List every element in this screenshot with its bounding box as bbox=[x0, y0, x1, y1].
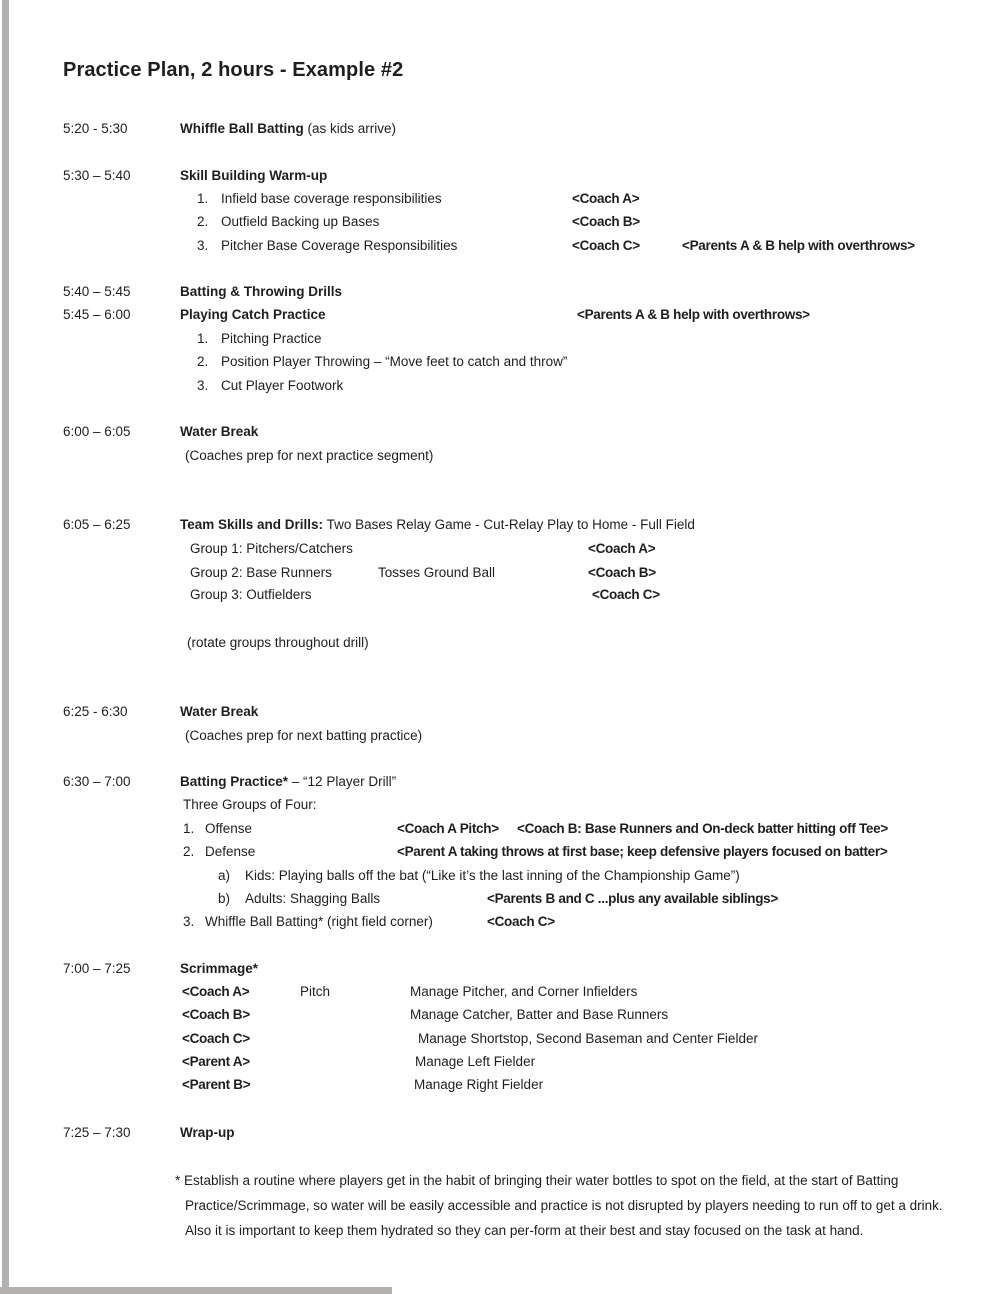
duty-description: Manage Catcher, Batter and Base Runners bbox=[410, 1007, 669, 1022]
list-item-number: 1. bbox=[183, 821, 195, 836]
list-item-text: Whiffle Ball Batting* (right field corner) bbox=[205, 914, 433, 929]
time-range: 7:00 – 7:25 bbox=[63, 961, 131, 976]
duty-description: Manage Pitcher, and Corner Infielders bbox=[410, 984, 638, 999]
activity-heading: Batting & Throwing Drills bbox=[180, 284, 342, 299]
coach-assignment-tag: <Coach A> bbox=[572, 191, 640, 206]
time-range: 6:25 - 6:30 bbox=[63, 704, 128, 719]
activity-note: (as kids arrive) bbox=[303, 121, 397, 136]
activity-heading-row bbox=[180, 120, 396, 138]
activity-note: (Coaches prep for next practice segment) bbox=[185, 448, 434, 463]
activity-heading: Team Skills and Drills: bbox=[180, 517, 324, 532]
coach-assignment-tag: <Coach A> bbox=[588, 541, 656, 556]
list-item-number: 2. bbox=[197, 214, 209, 229]
activity-intro: Three Groups of Four: bbox=[183, 797, 317, 812]
scan-edge-bottom bbox=[0, 1287, 392, 1294]
role-label: Pitch bbox=[300, 984, 331, 999]
list-item-text: Pitching Practice bbox=[221, 331, 322, 346]
list-item-text: Offense bbox=[205, 821, 253, 836]
activity-heading: Playing Catch Practice bbox=[180, 307, 326, 322]
activity-heading-suffix: Two Bases Relay Game - Cut-Relay Play to Home - Full Field bbox=[323, 517, 695, 532]
coach-assignment-tag: <Coach C> bbox=[487, 914, 555, 929]
parent-assignment-tag: <Parent A> bbox=[182, 1054, 250, 1069]
activity-heading: Whiffle Ball Batting bbox=[180, 121, 304, 136]
activity-heading-suffix: – “12 Player Drill” bbox=[288, 774, 397, 789]
coach-assignment-tag: <Coach A Pitch> bbox=[397, 821, 499, 836]
activity-heading: Skill Building Warm-up bbox=[180, 168, 328, 183]
time-range: 6:05 – 6:25 bbox=[63, 517, 131, 532]
activity-heading: Wrap-up bbox=[180, 1125, 235, 1140]
activity-heading-row bbox=[180, 773, 396, 791]
coach-assignment-tag: <Coach B: Base Runners and On-deck batter hitting off Tee> bbox=[517, 821, 888, 836]
list-item-number: 1. bbox=[197, 331, 209, 346]
coach-assignment-tag: <Coach C> bbox=[592, 587, 660, 602]
list-item-text: Cut Player Footwork bbox=[221, 378, 344, 393]
parent-assignment-tag: <Parent B> bbox=[182, 1077, 251, 1092]
list-item-text: Defense bbox=[205, 844, 256, 859]
time-range: 6:30 – 7:00 bbox=[63, 774, 131, 789]
duty-description: Manage Shortstop, Second Baseman and Center Fielder bbox=[418, 1031, 758, 1046]
time-range: 6:00 – 6:05 bbox=[63, 424, 131, 439]
list-item-text: Pitcher Base Coverage Responsibilities bbox=[221, 238, 458, 253]
list-item-text: Infield base coverage responsibilities bbox=[221, 191, 442, 206]
coach-assignment-tag: <Coach B> bbox=[588, 565, 656, 580]
activity-note: (rotate groups throughout drill) bbox=[187, 635, 369, 650]
activity-heading-row bbox=[180, 516, 695, 534]
time-range: 5:45 – 6:00 bbox=[63, 307, 131, 322]
coach-assignment-tag: <Coach C> bbox=[182, 1031, 250, 1046]
duty-description: Manage Right Fielder bbox=[414, 1077, 544, 1092]
group-label: Group 3: Outfielders bbox=[190, 587, 312, 602]
group-detail: Tosses Ground Ball bbox=[378, 565, 496, 580]
list-item-text: Outfield Backing up Bases bbox=[221, 214, 380, 229]
time-range: 5:40 – 5:45 bbox=[63, 284, 131, 299]
list-item-number: b) bbox=[218, 891, 231, 906]
scan-edge-left bbox=[2, 0, 9, 1294]
list-item-number: 3. bbox=[197, 238, 209, 253]
activity-note: (Coaches prep for next batting practice) bbox=[185, 728, 423, 743]
coach-assignment-tag: <Coach B> bbox=[182, 1007, 250, 1022]
footnote-text: * Establish a routine where players get in the habit of bringing their water bottles to spot on the field, at the start of Batting Practice/Scrimmage, so water will be easily accessible and practice is not disrupted by players needing to run off to get a drink. Also it is important to keep them hydrated so they can per-form at their best and stay focused on the task at hand. bbox=[175, 1173, 943, 1238]
activity-heading: Batting Practice* bbox=[180, 774, 289, 789]
parent-assignment-tag: <Parents A & B help with overthrows> bbox=[577, 307, 810, 322]
list-item-number: 1. bbox=[197, 191, 209, 206]
parent-assignment-tag: <Parents B and C ...plus any available siblings> bbox=[487, 891, 778, 906]
list-item-text: Adults: Shagging Balls bbox=[245, 891, 381, 906]
duty-description: Manage Left Fielder bbox=[415, 1054, 536, 1069]
page-title: Practice Plan, 2 hours - Example #2 bbox=[63, 59, 404, 81]
parent-assignment-tag: <Parent A taking throws at first base; keep defensive players focused on batter> bbox=[397, 844, 888, 859]
coach-assignment-tag: <Coach C> bbox=[572, 238, 640, 253]
coach-assignment-tag: <Coach B> bbox=[572, 214, 640, 229]
list-item-number: a) bbox=[218, 868, 231, 883]
coach-assignment-tag: <Coach A> bbox=[182, 984, 250, 999]
activity-heading: Water Break bbox=[180, 424, 259, 439]
time-range: 7:25 – 7:30 bbox=[63, 1125, 131, 1140]
list-item-number: 2. bbox=[183, 844, 195, 859]
list-item-number: 3. bbox=[197, 378, 209, 393]
list-item-text: Position Player Throwing – “Move feet to catch and throw” bbox=[221, 354, 568, 369]
group-label: Group 2: Base Runners bbox=[190, 565, 332, 580]
list-item-text: Kids: Playing balls off the bat (“Like it’s the last inning of the Championship Game”) bbox=[245, 868, 740, 883]
activity-heading: Water Break bbox=[180, 704, 259, 719]
parent-assignment-tag: <Parents A & B help with overthrows> bbox=[682, 238, 915, 253]
group-label: Group 1: Pitchers/Catchers bbox=[190, 541, 353, 556]
activity-heading: Scrimmage* bbox=[180, 961, 259, 976]
list-item-number: 3. bbox=[183, 914, 195, 929]
list-item-number: 2. bbox=[197, 354, 209, 369]
time-range: 5:30 – 5:40 bbox=[63, 168, 131, 183]
time-range: 5:20 - 5:30 bbox=[63, 121, 128, 136]
